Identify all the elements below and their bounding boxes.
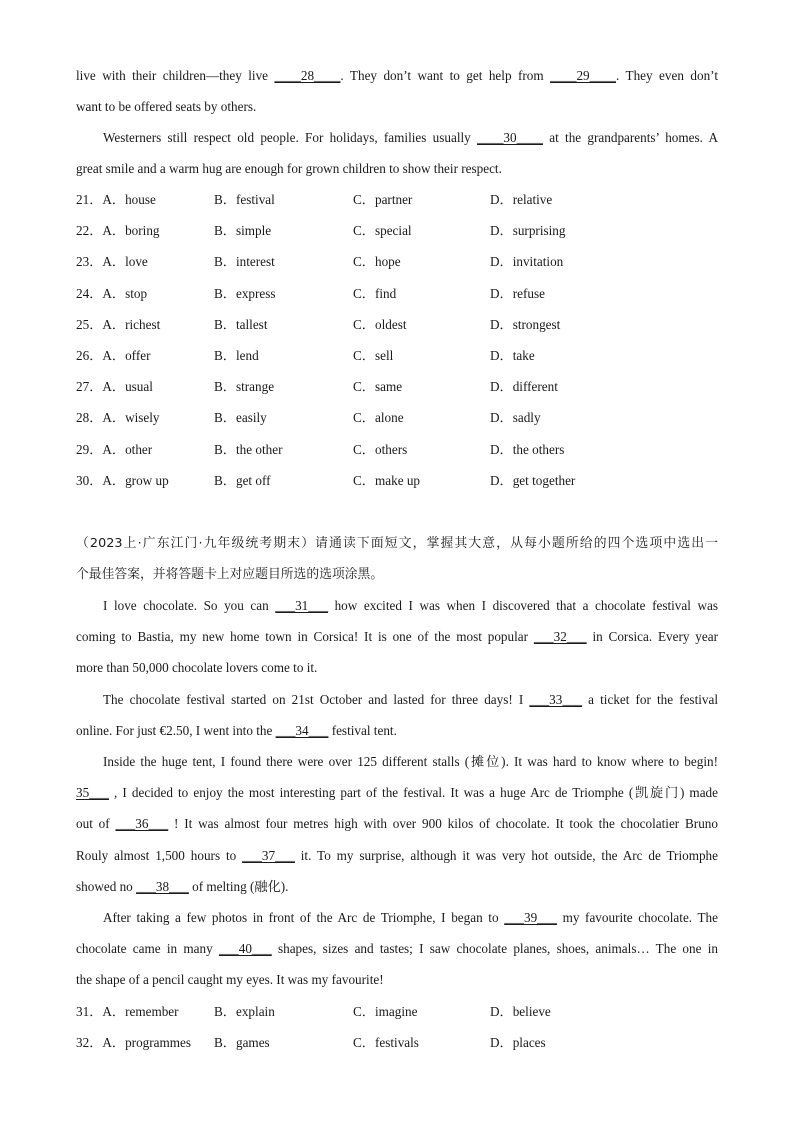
option-a[interactable]: 21．A．house: [76, 192, 156, 207]
option-c[interactable]: C．special: [353, 223, 412, 239]
option-a[interactable]: 32．A．programmes: [76, 1035, 192, 1051]
option-b[interactable]: B．festival: [214, 192, 275, 207]
option-c[interactable]: C．partner: [353, 192, 413, 207]
option-b[interactable]: B．express: [214, 285, 276, 301]
option-row: [76, 348, 718, 364]
option-c[interactable]: C．oldest: [353, 316, 407, 332]
blank-28[interactable]: ____28____: [274, 68, 341, 83]
option-c[interactable]: C．find: [353, 285, 397, 301]
option-d[interactable]: D．invitation: [490, 254, 564, 270]
option-c[interactable]: C．imagine: [353, 1004, 418, 1019]
blank-30[interactable]: ____30____: [477, 130, 543, 145]
option-c[interactable]: C．alone: [353, 410, 404, 426]
option-a[interactable]: 26．A．offer: [76, 348, 151, 363]
blank-34[interactable]: ___34___: [275, 723, 329, 738]
option-c[interactable]: C．sell: [353, 348, 394, 363]
reading-p2-line2: online. For just €2.50, I went into the ___34___ festival tent.: [76, 723, 397, 738]
option-b[interactable]: B．interest: [214, 254, 275, 270]
blank-40[interactable]: ___40___: [218, 941, 272, 956]
reading-p3-line3: out of ___36___ ! It was almost four metres high with over 900 kilos of chocolate. It took the chocolatier Bruno: [76, 816, 718, 831]
blank-39[interactable]: ___39___: [504, 910, 557, 925]
reading-p1-line1: I love chocolate. So you can ___31___ how excited I was when I discovered that a chocolate festival was: [103, 598, 718, 613]
option-c[interactable]: C．make up: [353, 472, 421, 488]
option-row: [76, 379, 718, 395]
option-a[interactable]: 30．A．grow up: [76, 472, 169, 488]
option-b[interactable]: B．strange: [214, 379, 275, 395]
blank-32[interactable]: ___32___: [533, 629, 587, 644]
reading-p1-line2: coming to Bastia, my new home town in Corsica! It is one of the most popular ___32___ in Corsica. Every year: [76, 629, 718, 644]
option-row: [76, 473, 718, 489]
passage1-line2: want to be offered seats by others.: [76, 99, 257, 114]
reading-p4-line1: After taking a few photos in front of the Arc de Triomphe, I began to ___39___ my favourite chocolate. The: [103, 910, 718, 925]
option-row: [76, 410, 718, 426]
reading-p4-line3: the shape of a pencil caught my eyes. It was my favourite!: [76, 972, 384, 987]
option-d[interactable]: D．sadly: [490, 410, 541, 426]
option-d[interactable]: D．strongest: [490, 316, 561, 332]
option-a[interactable]: 31．A．remember: [76, 1004, 179, 1019]
reading-p3-line5: showed no ___38___ of melting (融化).: [76, 879, 289, 894]
reading-p3-line1: Inside the huge tent, I found there were over 125 different stalls (摊位). It was hard to know where to begin!: [103, 754, 718, 769]
option-b[interactable]: B．lend: [214, 348, 259, 363]
option-c[interactable]: C．others: [353, 441, 408, 457]
reading-p3-line4: Rouly almost 1,500 hours to ___37___ it. To my surprise, although it was very hot outside, the Arc de Triomphe: [76, 848, 718, 863]
option-row: [76, 317, 718, 333]
blank-31[interactable]: ___31___: [275, 598, 329, 613]
option-b[interactable]: B．simple: [214, 223, 272, 239]
option-b[interactable]: B．easily: [214, 410, 267, 426]
reading-p2-line1: The chocolate festival started on 21st October and lasted for three days! I ___33___ a ticket for the festival: [103, 692, 718, 707]
blank-29[interactable]: ____29____: [550, 68, 617, 83]
option-b[interactable]: B．tallest: [214, 316, 268, 332]
option-b[interactable]: B．get off: [214, 472, 271, 488]
option-row: [76, 223, 718, 239]
blank-35[interactable]: 35___: [76, 785, 109, 800]
blank-33[interactable]: ___33___: [529, 692, 583, 707]
option-a[interactable]: 27．A．usual: [76, 379, 153, 395]
option-a[interactable]: 22．A．boring: [76, 223, 160, 239]
blank-38[interactable]: ___38___: [136, 879, 189, 894]
option-a[interactable]: 28．A．wisely: [76, 410, 160, 426]
option-d[interactable]: D．take: [490, 348, 535, 363]
option-a[interactable]: 29．A．other: [76, 441, 153, 457]
option-row: [76, 1035, 718, 1051]
option-d[interactable]: D．refuse: [490, 285, 545, 301]
option-d[interactable]: D．places: [490, 1035, 546, 1051]
reading-p4-line2: chocolate came in many ___40___ shapes, sizes and tastes; I saw chocolate planes, shoes, animals… The one in: [76, 941, 718, 956]
option-b[interactable]: B．explain: [214, 1004, 275, 1019]
option-b[interactable]: B．games: [214, 1035, 270, 1051]
option-row: [76, 254, 718, 270]
option-c[interactable]: C．same: [353, 379, 403, 395]
option-c[interactable]: C．festivals: [353, 1035, 419, 1051]
option-row: [76, 286, 718, 302]
passage2-line1: Westerners still respect old people. For holidays, families usually ____30____ at the grandparents’ homes. A: [103, 130, 718, 145]
option-b[interactable]: B．the other: [214, 441, 283, 457]
section2-instruction-line2: 个最佳答案，并将答题卡上对应题目所选的选项涂黑。: [76, 567, 384, 582]
option-c[interactable]: C．hope: [353, 254, 401, 270]
option-a[interactable]: 25．A．richest: [76, 316, 161, 332]
reading-p1-line3: more than 50,000 chocolate lovers come to it.: [76, 660, 318, 675]
option-d[interactable]: D．get together: [490, 472, 576, 488]
option-row: [76, 1004, 718, 1020]
option-d[interactable]: D．believe: [490, 1004, 551, 1019]
option-d[interactable]: D．different: [490, 379, 558, 395]
option-row: [76, 442, 718, 458]
option-d[interactable]: D．surprising: [490, 223, 566, 239]
passage2-line2: great smile and a warm hug are enough for grown children to show their respect.: [76, 161, 502, 176]
option-a[interactable]: 23．A．love: [76, 254, 148, 270]
passage1-line1: live with their children—they live ____28____. They don’t want to get help from ____29____. They even don’t: [76, 68, 718, 83]
option-d[interactable]: D．relative: [490, 192, 553, 207]
option-d[interactable]: D．the others: [490, 441, 565, 457]
section2-instruction-line1: （2023上·广东江门·九年级统考期末）请通读下面短文，掌握其大意，从每小题所给的四个选项中选出一: [76, 536, 718, 551]
option-row: [76, 192, 718, 208]
reading-p3-line2: 35___ , I decided to enjoy the most interesting part of the festival. It was a huge Arc de Triomphe (凯旋门) made: [76, 785, 718, 800]
blank-37[interactable]: ___37___: [242, 848, 295, 863]
option-a[interactable]: 24．A．stop: [76, 285, 148, 301]
blank-36[interactable]: ___36___: [115, 816, 169, 831]
